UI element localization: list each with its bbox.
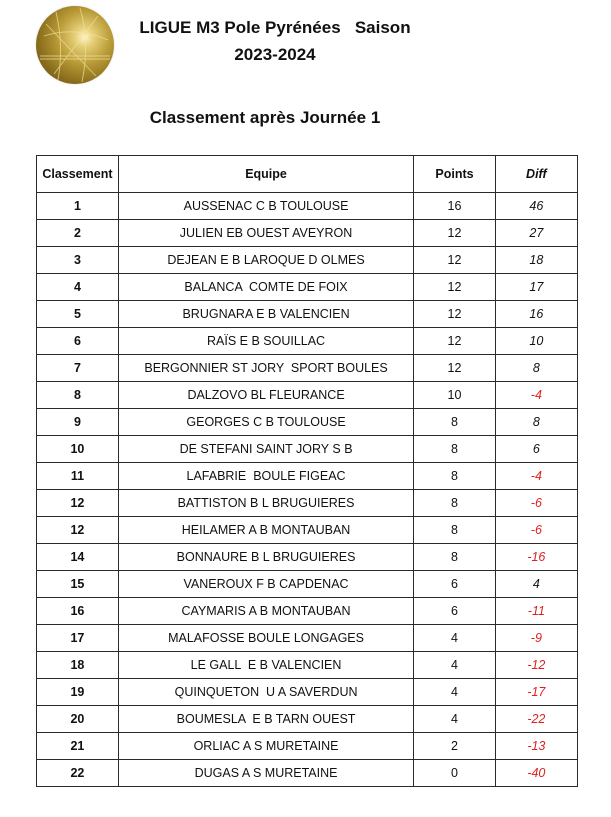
table-row <box>37 220 578 247</box>
rank-cell: 8 <box>37 382 119 409</box>
diff-cell: 6 <box>495 436 577 463</box>
diff-cell: 10 <box>495 328 577 355</box>
table-row <box>37 193 578 220</box>
points-cell: 8 <box>414 490 495 517</box>
points-cell: 12 <box>414 247 495 274</box>
diff-cell: -11 <box>495 598 577 625</box>
points-cell: 8 <box>414 409 495 436</box>
team-cell: MALAFOSSE BOULE LONGAGES <box>118 625 413 652</box>
table-row <box>37 517 578 544</box>
column-header-rank: Classement <box>37 156 119 193</box>
table-row <box>37 760 578 787</box>
team-cell: DEJEAN E B LAROQUE D OLMES <box>118 247 413 274</box>
diff-cell: -12 <box>495 652 577 679</box>
rank-cell: 4 <box>37 274 119 301</box>
team-cell: VANEROUX F B CAPDENAC <box>118 571 413 598</box>
rank-cell: 21 <box>37 733 119 760</box>
page-title: LIGUE M3 Pole Pyrénées Saison <box>139 18 411 37</box>
rank-cell: 12 <box>37 490 119 517</box>
diff-cell: 17 <box>495 274 577 301</box>
points-cell: 4 <box>414 706 495 733</box>
table-row <box>37 625 578 652</box>
team-cell: CAYMARIS A B MONTAUBAN <box>118 598 413 625</box>
standings-table <box>36 155 578 787</box>
rank-cell: 9 <box>37 409 119 436</box>
team-cell: BALANCA COMTE DE FOIX <box>118 274 413 301</box>
team-cell: DUGAS A S MURETAINE <box>118 760 413 787</box>
team-cell: DALZOVO BL FLEURANCE <box>118 382 413 409</box>
team-cell: QUINQUETON U A SAVERDUN <box>118 679 413 706</box>
table-row <box>37 436 578 463</box>
table-row <box>37 652 578 679</box>
rank-cell: 6 <box>37 328 119 355</box>
rank-cell: 14 <box>37 544 119 571</box>
team-cell: DE STEFANI SAINT JORY S B <box>118 436 413 463</box>
points-cell: 4 <box>414 625 495 652</box>
points-cell: 16 <box>414 193 495 220</box>
points-cell: 0 <box>414 760 495 787</box>
diff-cell: -6 <box>495 490 577 517</box>
rank-cell: 16 <box>37 598 119 625</box>
rank-cell: 2 <box>37 220 119 247</box>
column-header-points: Points <box>414 156 495 193</box>
team-cell: BONNAURE B L BRUGUIERES <box>118 544 413 571</box>
rank-cell: 22 <box>37 760 119 787</box>
column-header-diff: Diff <box>495 156 577 193</box>
points-cell: 8 <box>414 517 495 544</box>
table-row <box>37 328 578 355</box>
table-row <box>37 544 578 571</box>
table-row <box>37 355 578 382</box>
points-cell: 8 <box>414 544 495 571</box>
table-row <box>37 598 578 625</box>
points-cell: 12 <box>414 328 495 355</box>
table-row <box>37 409 578 436</box>
diff-cell: -13 <box>495 733 577 760</box>
table-row <box>37 490 578 517</box>
points-cell: 4 <box>414 652 495 679</box>
team-cell: BATTISTON B L BRUGUIERES <box>118 490 413 517</box>
rank-cell: 17 <box>37 625 119 652</box>
rank-cell: 20 <box>37 706 119 733</box>
diff-cell: 27 <box>495 220 577 247</box>
points-cell: 4 <box>414 679 495 706</box>
points-cell: 6 <box>414 598 495 625</box>
team-cell: LE GALL E B VALENCIEN <box>118 652 413 679</box>
diff-cell: -17 <box>495 679 577 706</box>
rank-cell: 18 <box>37 652 119 679</box>
points-cell: 8 <box>414 463 495 490</box>
points-cell: 12 <box>414 220 495 247</box>
team-cell: AUSSENAC C B TOULOUSE <box>118 193 413 220</box>
season-label: 2023-2024 <box>234 45 316 64</box>
rank-cell: 10 <box>37 436 119 463</box>
rank-cell: 19 <box>37 679 119 706</box>
table-row <box>37 274 578 301</box>
ball-pattern <box>36 6 114 84</box>
diff-cell: 8 <box>495 355 577 382</box>
petanque-ball-icon <box>36 6 114 84</box>
column-header-team: Equipe <box>118 156 413 193</box>
table-row <box>37 679 578 706</box>
points-cell: 2 <box>414 733 495 760</box>
rank-cell: 11 <box>37 463 119 490</box>
team-cell: RAÏS E B SOUILLAC <box>118 328 413 355</box>
table-row <box>37 382 578 409</box>
rank-cell: 3 <box>37 247 119 274</box>
table-header-row <box>37 156 578 193</box>
team-cell: ORLIAC A S MURETAINE <box>118 733 413 760</box>
standings-subtitle: Classement après Journée 1 <box>149 108 381 127</box>
table-row <box>37 301 578 328</box>
diff-cell: 46 <box>495 193 577 220</box>
table-row <box>37 706 578 733</box>
points-cell: 6 <box>414 571 495 598</box>
team-cell: BOUMESLA E B TARN OUEST <box>118 706 413 733</box>
table-row <box>37 571 578 598</box>
diff-cell: -4 <box>495 463 577 490</box>
team-cell: HEILAMER A B MONTAUBAN <box>118 517 413 544</box>
points-cell: 12 <box>414 355 495 382</box>
diff-cell: -40 <box>495 760 577 787</box>
points-cell: 10 <box>414 382 495 409</box>
rank-cell: 5 <box>37 301 119 328</box>
diff-cell: 18 <box>495 247 577 274</box>
table-row <box>37 733 578 760</box>
rank-cell: 12 <box>37 517 119 544</box>
diff-cell: 16 <box>495 301 577 328</box>
team-cell: GEORGES C B TOULOUSE <box>118 409 413 436</box>
rank-cell: 15 <box>37 571 119 598</box>
diff-cell: 4 <box>495 571 577 598</box>
team-cell: LAFABRIE BOULE FIGEAC <box>118 463 413 490</box>
table-row <box>37 247 578 274</box>
points-cell: 12 <box>414 274 495 301</box>
diff-cell: 8 <box>495 409 577 436</box>
team-cell: JULIEN EB OUEST AVEYRON <box>118 220 413 247</box>
points-cell: 8 <box>414 436 495 463</box>
points-cell: 12 <box>414 301 495 328</box>
rank-cell: 1 <box>37 193 119 220</box>
diff-cell: -9 <box>495 625 577 652</box>
rank-cell: 7 <box>37 355 119 382</box>
team-cell: BERGONNIER ST JORY SPORT BOULES <box>118 355 413 382</box>
diff-cell: -6 <box>495 517 577 544</box>
diff-cell: -22 <box>495 706 577 733</box>
diff-cell: -4 <box>495 382 577 409</box>
team-cell: BRUGNARA E B VALENCIEN <box>118 301 413 328</box>
table-row <box>37 463 578 490</box>
diff-cell: -16 <box>495 544 577 571</box>
